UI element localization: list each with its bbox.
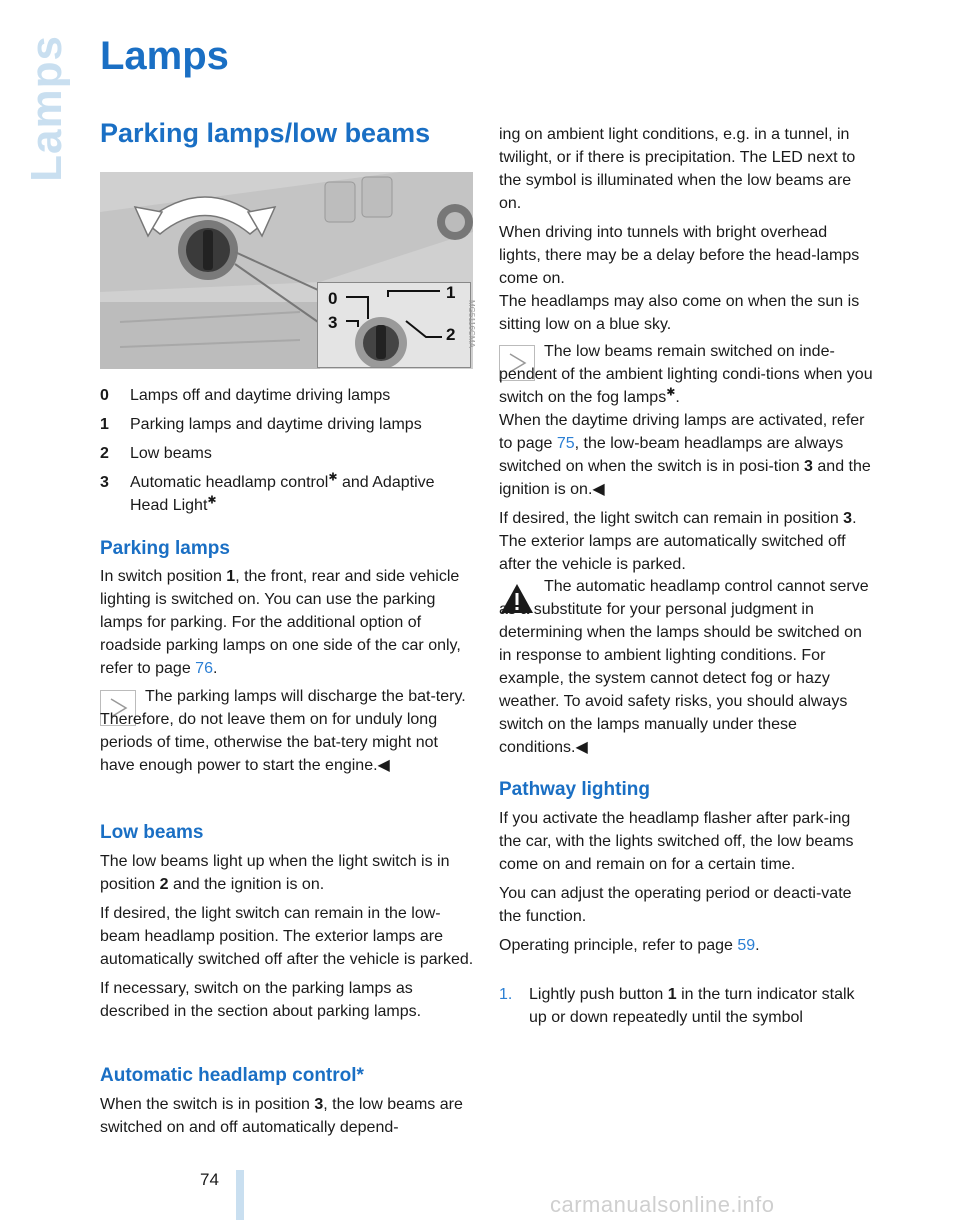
auto-text-continued: [499, 123, 873, 342]
legend-num: 0: [100, 387, 109, 404]
legend-text: Lamps off and daytime driving lamps: [130, 387, 391, 404]
legend-item-2: [100, 442, 474, 465]
bold-text: 3: [843, 510, 853, 527]
warning-text: The automatic headlamp control cannot serve as a substitute for your personal judgment in determining when the lamps should be switched on in response to ambient lighting conditions. For example, the system cannot detect fog or hazy weather. To avoid safety risks, you should always switch on the lamps manually under these conditions.◀: [499, 578, 869, 756]
pathway-text: [499, 807, 873, 963]
paragraph: If desired, the light switch can remain in the low-beam headlamp position. The exterior lamps are automatically switched off after the vehicle is parked.: [100, 905, 474, 968]
legend-item-3: [100, 471, 474, 517]
page-link-76[interactable]: 76: [195, 660, 213, 677]
legend-text: Low beams: [130, 445, 212, 462]
paragraph: If necessary, switch on the parking lamps as described in the section about parking lamps.: [100, 980, 422, 1020]
light-switch-figure: [100, 172, 473, 369]
figure-label-1: 1: [446, 283, 456, 302]
text: , the low beams are switched on and off automatically depend-: [100, 1096, 463, 1136]
bold-text: 3: [804, 458, 813, 475]
paragraph: If you activate the headlamp flasher after park-ing the car, with the lights switched off, the low beams come on and remain on for a certain time.: [499, 810, 854, 873]
bold-text: 1: [667, 986, 677, 1003]
text: in the turn indicator stalk up or down repeatedly until the symbol: [529, 986, 855, 1026]
switch-inset: [317, 282, 471, 368]
pathway-step-1: [499, 983, 873, 1029]
heading-pathway-lighting: Pathway lighting: [499, 779, 650, 800]
parking-note: [100, 685, 474, 783]
text: .: [212, 660, 218, 677]
note-text: The parking lamps will discharge the bat-tery. Therefore, do not leave them on for unduly long periods of time, otherwise the bat-tery might not have enough power to start the engine.◀: [100, 688, 466, 774]
legend-text-part: Automatic headlamp control: [130, 474, 329, 491]
legend-num: 2: [100, 445, 109, 462]
note-text: When the daytime driving lamps are activated, refer to page: [499, 412, 865, 452]
page-number: 74: [200, 1170, 219, 1189]
heading-parking-lamps: Parking lamps: [100, 538, 230, 559]
text: and the ignition is on.: [168, 876, 325, 893]
star-mark: ✱: [207, 494, 217, 507]
star-mark: ✱: [666, 386, 676, 399]
bold-text: 2: [159, 876, 169, 893]
auto-warning: [499, 575, 873, 765]
text: Lightly push button: [529, 986, 668, 1003]
step-text: [529, 983, 873, 1029]
text: If desired, the light switch can remain in position: [499, 510, 844, 527]
heading-low-beams: Low beams: [100, 822, 204, 843]
text: The low beams light up when the light switch is in position: [100, 853, 450, 893]
low-beams-text: [100, 850, 474, 1029]
paragraph: You can adjust the operating period or deacti-vate the function.: [499, 885, 852, 925]
paragraph: ing on ambient light conditions, e.g. in a tunnel, in twilight, or if there is precipitation. The LED next to the symbol is illuminated when the low beams are on.: [499, 126, 856, 212]
legend-text: Parking lamps and daytime driving lamps: [130, 416, 422, 433]
legend-item-1: [100, 413, 474, 436]
paragraph: The headlamps may also come on when the sun is sitting low on a blue sky.: [499, 293, 860, 333]
star-mark: ✱: [328, 471, 338, 484]
side-tab-label: Lamps: [22, 35, 71, 182]
page-link-59[interactable]: 59: [737, 937, 756, 954]
note-text: The low beams remain switched on inde-pendent of the ambient lighting condi-tions when you switch on the fog lamps: [499, 343, 873, 406]
legend-text: [130, 471, 474, 517]
text: Operating principle, refer to page: [499, 937, 738, 954]
legend-num: 3: [100, 474, 109, 491]
figure-code: MG5116CMA: [467, 300, 476, 348]
figure-label-2: 2: [446, 325, 456, 344]
side-tab: [22, 35, 71, 182]
parking-paragraph: [100, 565, 474, 686]
text: .: [755, 937, 760, 954]
auto-paragraph-start: [100, 1093, 474, 1145]
paragraph: When driving into tunnels with bright overhead lights, there may be a delay before the head-lamps come on.: [499, 224, 860, 287]
text: . The exterior lamps are automatically switched off after the vehicle is parked.: [499, 510, 857, 573]
step-number: 1.: [499, 986, 513, 1003]
figure-label-0: 0: [328, 289, 338, 308]
text: , the front, rear and side vehicle lighting is switched on. You can use the parking lamps for parking. For the additional option of roadside parking lamps on one side of the car only, refer to page: [100, 568, 461, 677]
text: In switch position: [100, 568, 227, 585]
page-link-75[interactable]: 75: [556, 435, 575, 452]
figure-label-3: 3: [328, 313, 338, 332]
bold-text: 1: [226, 568, 236, 585]
legend-text-part: Head Light: [130, 497, 208, 514]
text: When the switch is in position: [100, 1096, 315, 1113]
legend-text-part: and Adaptive: [337, 474, 435, 491]
auto-note: [499, 340, 873, 582]
watermark: carmanualsonline.info: [550, 1192, 775, 1217]
note-text: , the low-beam headlamps are always switched on when the switch is in posi-tion: [499, 435, 844, 475]
footer-bar: [236, 1170, 244, 1220]
heading-automatic-headlamp: Automatic headlamp control*: [100, 1065, 364, 1086]
legend-num: 1: [100, 416, 109, 433]
legend-item-0: [100, 384, 474, 407]
page-title: Lamps: [100, 34, 229, 78]
note-text: .: [675, 389, 680, 406]
note-text: and the ignition is on.◀: [499, 458, 871, 498]
bold-text: 3: [314, 1096, 324, 1113]
section-title: Parking lamps/low beams: [100, 118, 431, 148]
